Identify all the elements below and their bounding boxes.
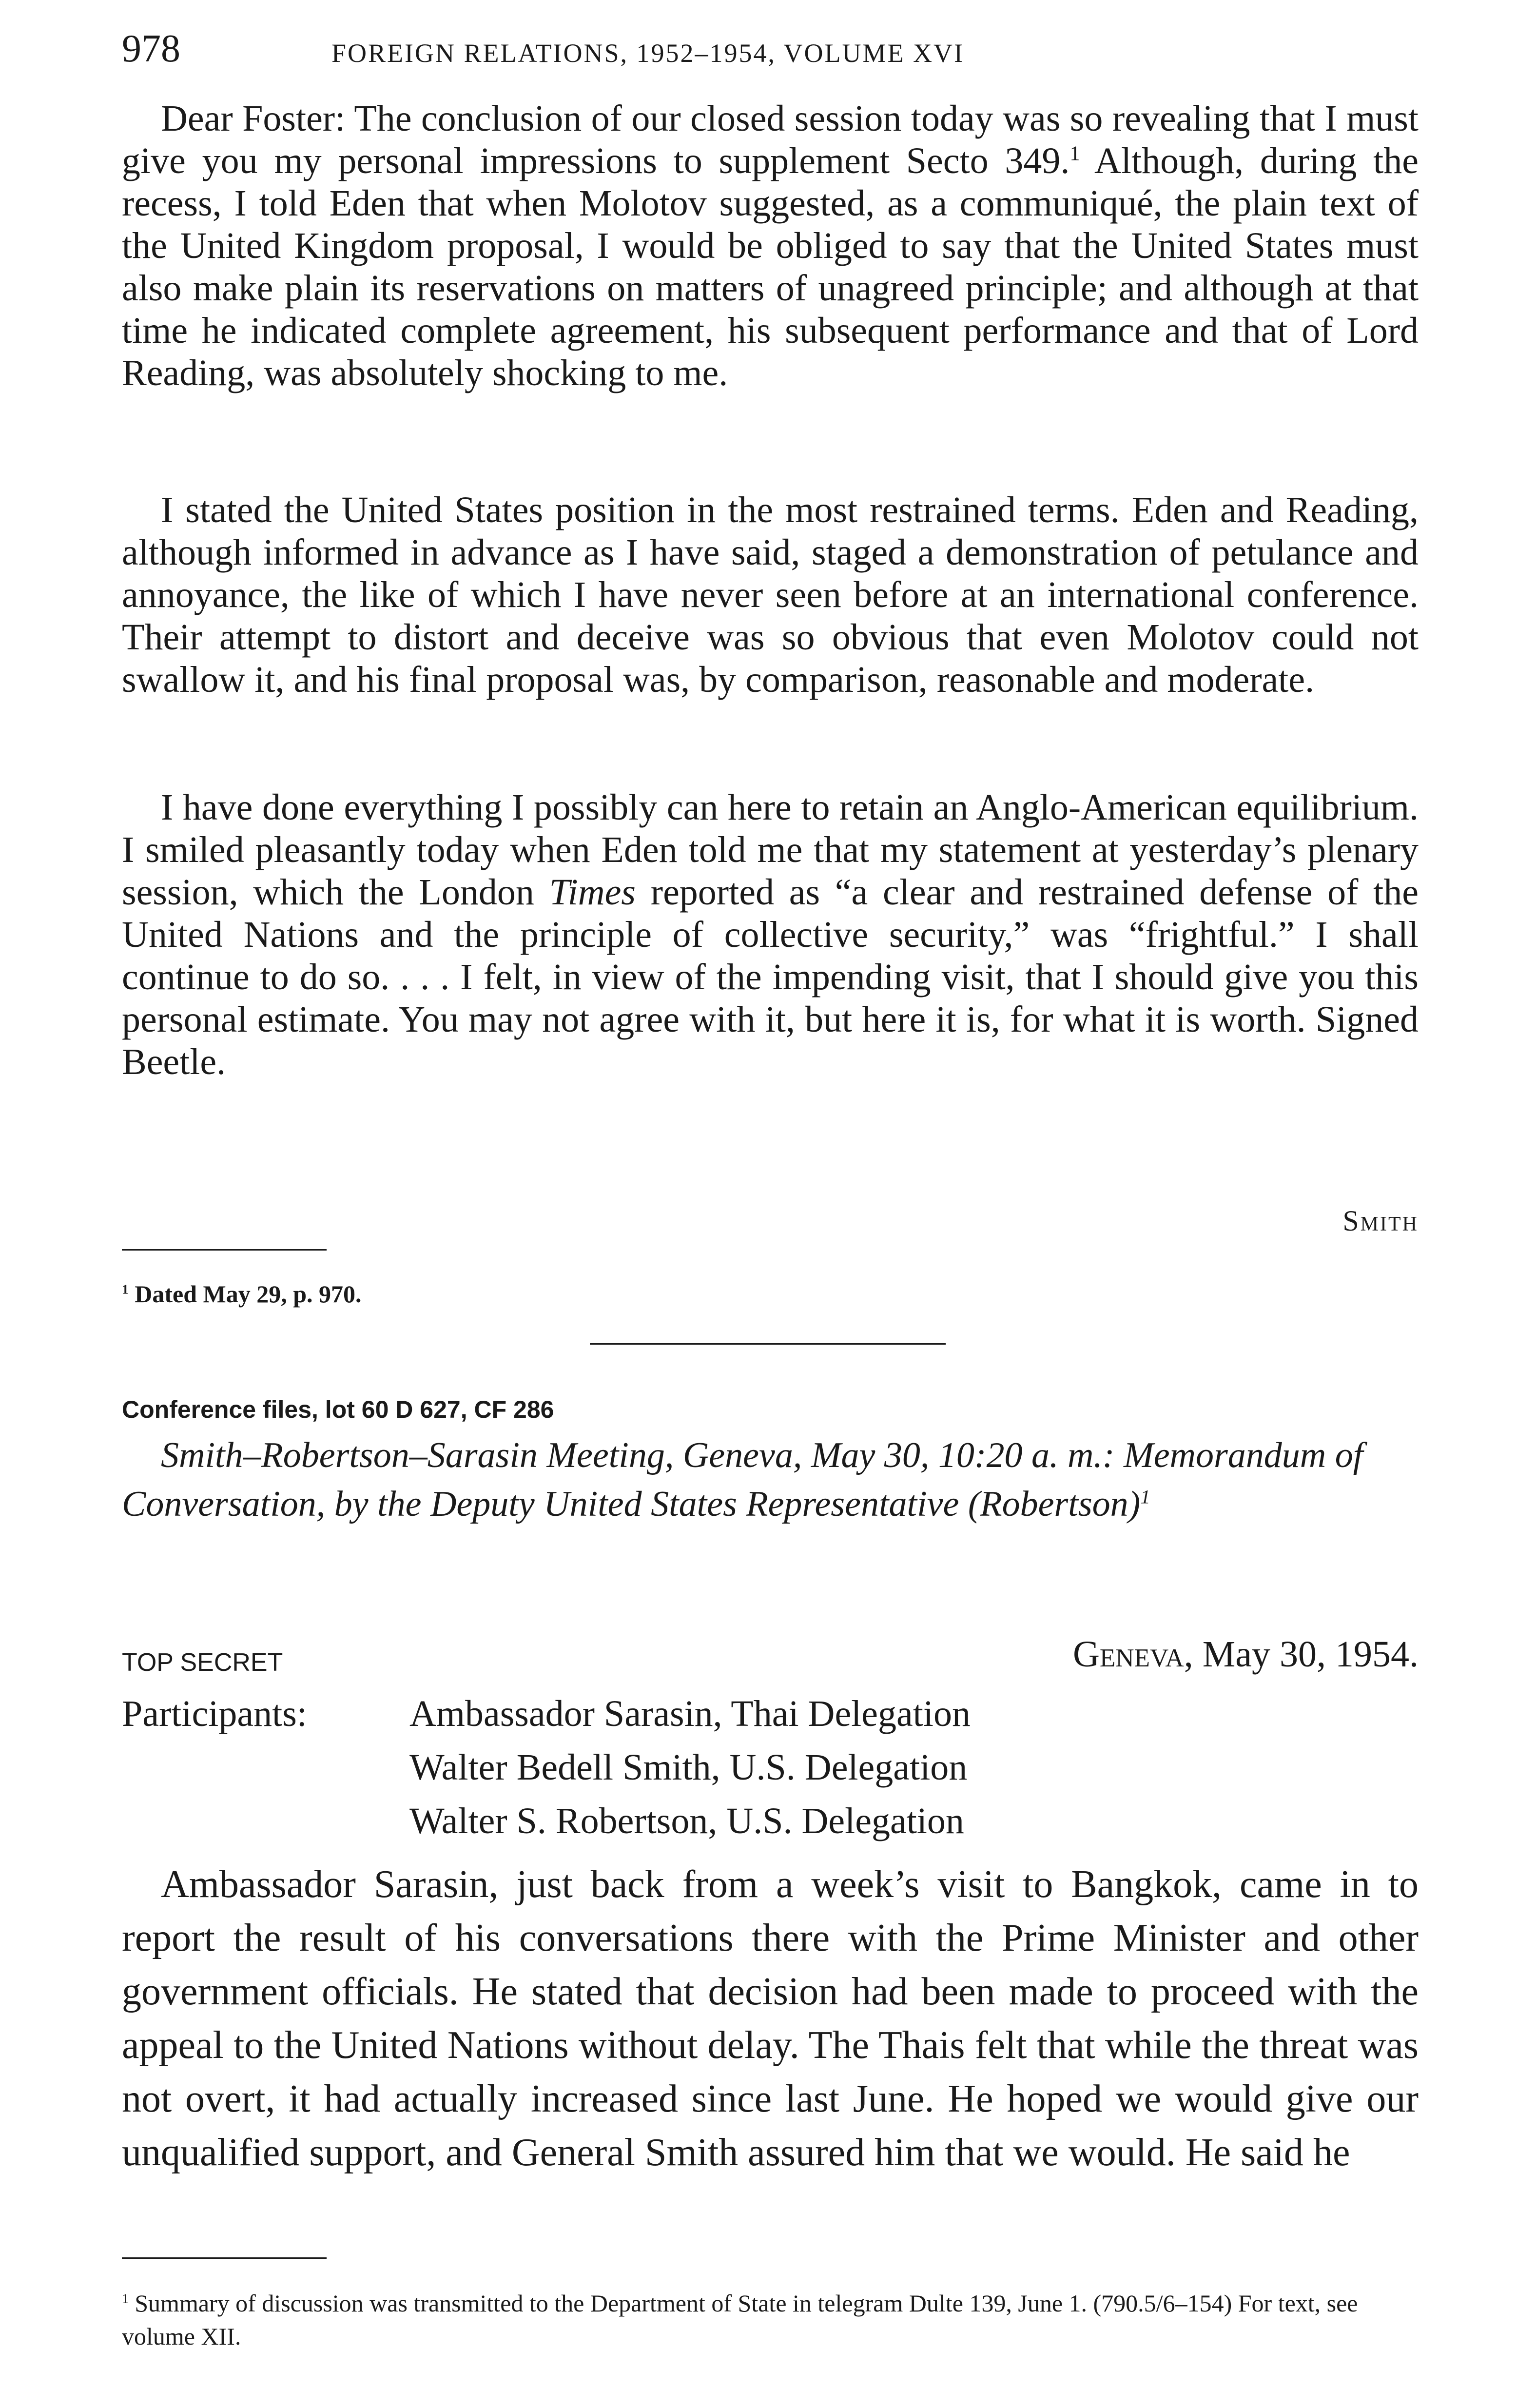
running-header xyxy=(122,22,1419,76)
footnote-rule-2 xyxy=(122,2257,327,2259)
participant: Ambassador Sarasin, Thai Delegation xyxy=(409,1693,971,1734)
telegram-paragraph-3 xyxy=(122,786,1419,1083)
telegram-footnote xyxy=(122,1277,1419,1311)
participants-label: Participants: xyxy=(122,1693,307,1734)
dateline-date: , May 30, 1954. xyxy=(1184,1634,1419,1675)
participant: Walter Bedell Smith, U.S. Delegation xyxy=(409,1747,968,1788)
newspaper-title: Times xyxy=(549,872,636,913)
telegram-footnote-text: Dated May 29, p. 970. xyxy=(135,1280,362,1308)
telegram-paragraph-1-text: Dear Foster: The conclusion of our closed session today was so revealing that I must give you my personal impressions to supplement Secto 349. xyxy=(122,98,1419,181)
page-number: 978 xyxy=(122,27,180,70)
telegram-paragraph-3-a: I have done everything I possibly can here to retain an Anglo-American equilibrium. I smiled pleasantly today when Eden told me that my statement at yesterday’s plenary session, which the London xyxy=(122,787,1419,913)
participants-list xyxy=(409,1687,971,1848)
footnote-number-2: 1 xyxy=(122,2291,129,2306)
source-citation: Conference files, lot 60 D 627, CF 286 xyxy=(122,1396,554,1423)
footnote-ref: 1 xyxy=(1069,142,1080,165)
signature: Smith xyxy=(1342,1205,1419,1237)
document-title-text: Smith–Robertson–Sarasin Meeting, Geneva, May 30, 10:20 a. m.: Memorandum of Conversation, by the Deputy United States Representative (Robertson) xyxy=(122,1435,1363,1524)
dateline xyxy=(1073,1633,1419,1676)
telegram-paragraph-2: I stated the United States position in the most restrained terms. Eden and Reading, although informed in advance as I have said, staged a demonstration of petulance and annoyance, the like of which I have never seen before at an international conference. Their attempt to distort and deceive was so obvious that even Molotov could not swallow it, and his final proposal was, by comparison, reasonable and moderate. xyxy=(122,489,1419,700)
document-title xyxy=(122,1431,1419,1528)
footnote-rule xyxy=(122,1249,327,1251)
running-title: FOREIGN RELATIONS, 1952–1954, VOLUME XVI xyxy=(331,39,964,68)
participant: Walter S. Robertson, U.S. Delegation xyxy=(409,1801,964,1841)
telegram-paragraph-3-b: reported as “a clear and restrained defense of the United Nations and the principle of collective security,” was “frightful.” I shall continue to do so. . . . I felt, in view of the impending visit, that I should give you this personal estimate. You may not agree with it, but here it is, for what it is worth. Signed Beetle. xyxy=(122,872,1419,1082)
footnote-number: 1 xyxy=(122,1281,129,1297)
memorandum-footnote-text: Summary of discussion was transmitted to the Department of State in telegram Dulte 139, June 1. (790.5/6–154) For text, see volume XII. xyxy=(122,2290,1358,2350)
section-divider xyxy=(590,1343,946,1345)
memorandum-footnote xyxy=(122,2287,1419,2353)
title-footnote-ref: 1 xyxy=(1140,1486,1150,1508)
classification: TOP SECRET xyxy=(122,1648,283,1677)
dateline-place: Geneva xyxy=(1073,1634,1184,1675)
memorandum-body: Ambassador Sarasin, just back from a week’s visit to Bangkok, came in to report the result of his conversations there with the Prime Minister and other government officials. He stated that decision had been made to proceed with the appeal to the United Nations without delay. The Thais felt that while the threat was not overt, it had actually increased since last June. He hoped we would give our unqualified support, and General Smith assured him that we would. He said he xyxy=(122,1863,1419,2174)
telegram-paragraph-1-rest: Although, during the recess, I told Eden that when Molotov suggested, as a communiqué, the plain text of the United Kingdom proposal, I would be obliged to say that the United States must also make plain its reservations on matters of unagreed principle; and although at that time he indicated complete agreement, his subsequent performance and that of Lord Reading, was absolutely shocking to me. xyxy=(122,140,1419,393)
telegram-paragraph-1 xyxy=(122,98,1419,394)
